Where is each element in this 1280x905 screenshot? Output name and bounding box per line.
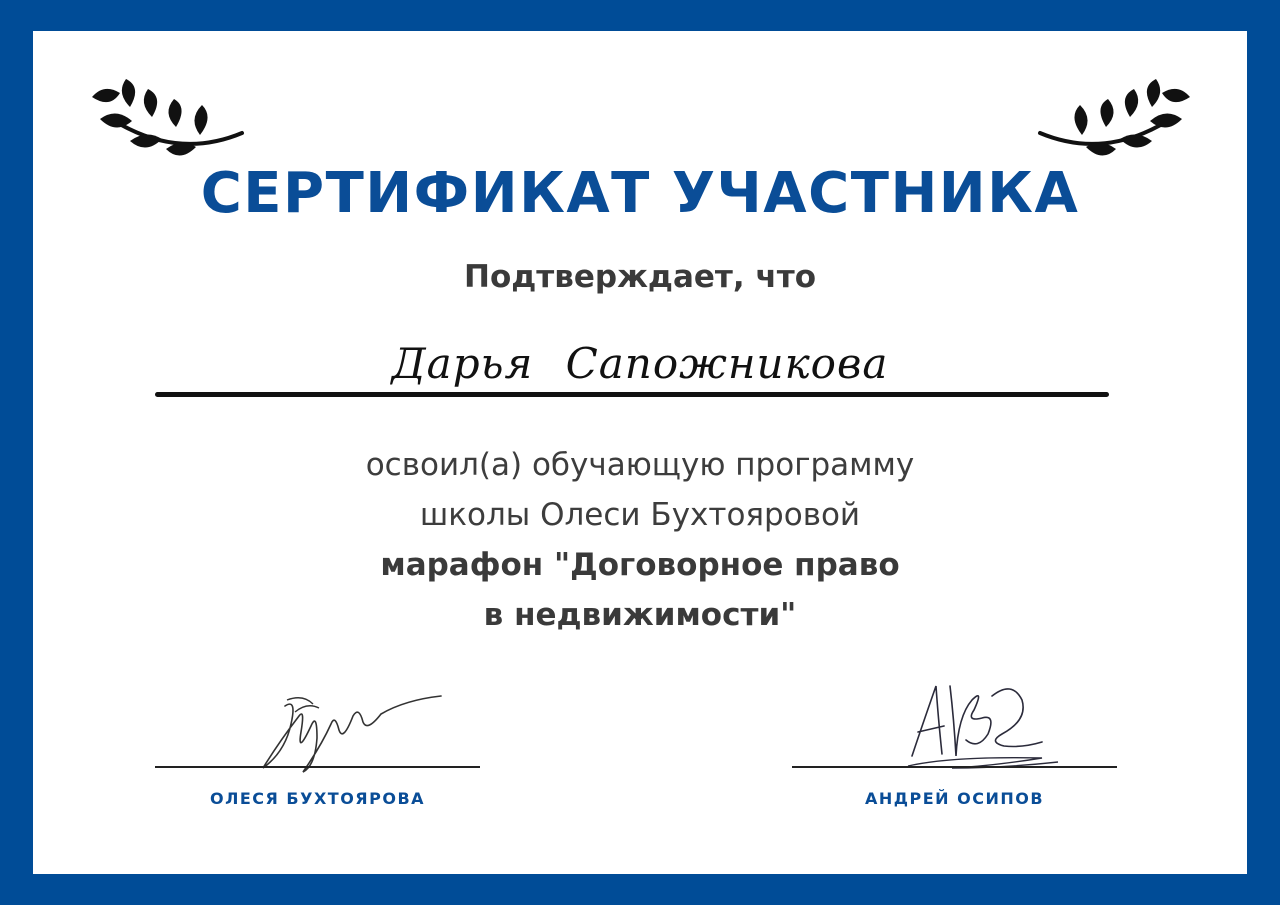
recipient-underline bbox=[155, 392, 1109, 397]
body-text-line-2: школы Олеси Бухтояровой bbox=[419, 497, 861, 533]
signature-line-left bbox=[155, 766, 480, 768]
signature-image-right bbox=[892, 676, 1072, 776]
course-title-line-2: в недвижимости" bbox=[483, 597, 797, 633]
course-title-line-1: марафон "Договорное право bbox=[380, 547, 900, 583]
signatory-name-right: АНДРЕЙ ОСИПОВ bbox=[864, 789, 1045, 808]
signature-line-right bbox=[792, 766, 1117, 768]
certificate-sheet bbox=[33, 31, 1247, 874]
laurel-branch-right-icon bbox=[1037, 73, 1192, 163]
certificate-title: СЕРТИФИКАТ УЧАСТНИКА bbox=[200, 161, 1080, 226]
signature-image-left bbox=[255, 686, 445, 776]
recipient-name: Дарья Сапожникова bbox=[391, 339, 889, 388]
laurel-branch-left-icon bbox=[90, 73, 245, 163]
confirms-text: Подтверждает, что bbox=[464, 259, 816, 295]
body-text-line-1: освоил(а) обучающую программу bbox=[365, 447, 915, 483]
signatory-name-left: ОЛЕСЯ БУХТОЯРОВА bbox=[209, 789, 426, 808]
